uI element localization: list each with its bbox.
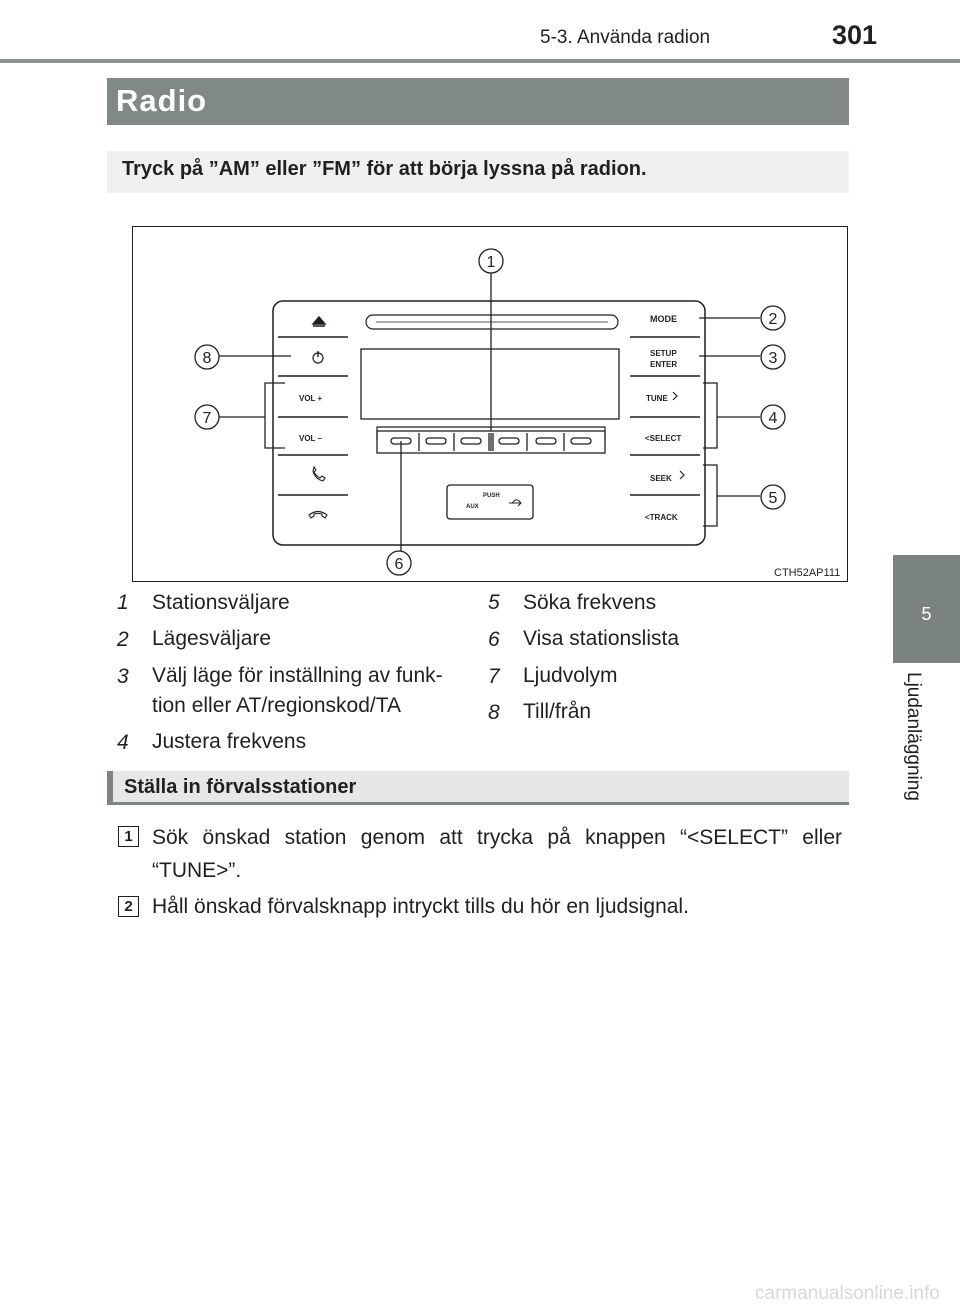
step-text-1b: “TUNE>”.: [152, 859, 242, 882]
track-label: <TRACK: [645, 513, 678, 522]
callout-3: 3: [768, 350, 778, 367]
page-number: 301: [832, 20, 878, 50]
legend-num-8: 8: [488, 701, 500, 724]
legend-num-2: 2: [117, 628, 129, 651]
legend-text-8: Till/från: [523, 700, 592, 723]
legend-text-4: Justera frekvens: [152, 730, 307, 753]
legend-text-6: Visa stationslista: [523, 627, 680, 650]
step-num-2: 2: [118, 896, 139, 917]
legend-text-7: Ljudvolym: [523, 664, 618, 687]
callout-6: 6: [394, 556, 404, 573]
display-screen: [361, 349, 619, 419]
chapter-label: Ljudanläggning: [903, 672, 924, 801]
watermark: carmanualsonline.info: [755, 1283, 940, 1304]
callout-5: 5: [768, 490, 778, 507]
select-label: <SELECT: [645, 434, 682, 443]
legend-num-3: 3: [117, 665, 129, 688]
push-label: PUSH: [483, 493, 500, 499]
tune-label: TUNE: [646, 394, 668, 403]
legend-num-6: 6: [488, 628, 500, 651]
legend-text-2: Lägesväljare: [152, 627, 272, 650]
legend-num-7: 7: [488, 665, 500, 688]
figure-code: CTH52AP111: [774, 567, 841, 579]
step-text-2: Håll önskad förvalsknapp intryckt tills du hör en ljudsignal.: [152, 895, 689, 918]
seek-label: SEEK: [650, 474, 672, 483]
preset-buttons: [391, 433, 591, 451]
callout-5-bracket: [703, 465, 760, 526]
subheading: Ställa in förvalsstationer: [124, 776, 357, 798]
legend-text-1: Stationsväljare: [152, 591, 290, 614]
legend-text-3b: tion eller AT/regionskod/TA: [152, 694, 402, 717]
legend-text-5: Söka frekvens: [523, 591, 657, 614]
intro-text: Tryck på ”AM” eller ”FM” för att börja lyssna på radion.: [122, 158, 647, 180]
callout-8: 8: [202, 350, 212, 367]
enter-label: ENTER: [650, 360, 678, 369]
mode-label: MODE: [650, 314, 677, 324]
usb-icon: [509, 500, 521, 506]
aux-label: AUX: [466, 504, 479, 510]
radio-panel-diagram: [133, 227, 849, 583]
step-text-1: Sök önskad station genom att trycka på knappen “<SELECT” eller: [152, 826, 842, 849]
callout-7-bracket: [219, 383, 285, 448]
legend-num-5: 5: [488, 591, 500, 614]
vol-minus-label: VOL –: [299, 434, 322, 443]
callout-4-bracket: [703, 383, 760, 448]
header-divider: [0, 59, 960, 63]
legend-num-1: 1: [117, 591, 129, 614]
legend-num-4: 4: [117, 731, 129, 754]
chapter-number: 5: [921, 604, 932, 624]
callout-4: 4: [768, 410, 778, 427]
callout-7: 7: [202, 410, 212, 427]
vol-plus-label: VOL +: [299, 394, 323, 403]
setup-label: SETUP: [650, 349, 677, 358]
phone-pickup-icon: [313, 467, 325, 481]
callout-2: 2: [768, 311, 778, 328]
step-num-1: 1: [118, 826, 139, 847]
title-bar: [107, 78, 849, 125]
callout-1: 1: [486, 254, 496, 271]
phone-hangup-icon: [309, 512, 327, 519]
page-title: Radio: [116, 83, 208, 118]
section-title: 5-3. Använda radion: [540, 27, 711, 48]
eject-icon: [313, 317, 325, 326]
radio-panel-figure: [132, 226, 848, 582]
legend-text-3: Välj läge för inställning av funk-: [152, 664, 443, 687]
